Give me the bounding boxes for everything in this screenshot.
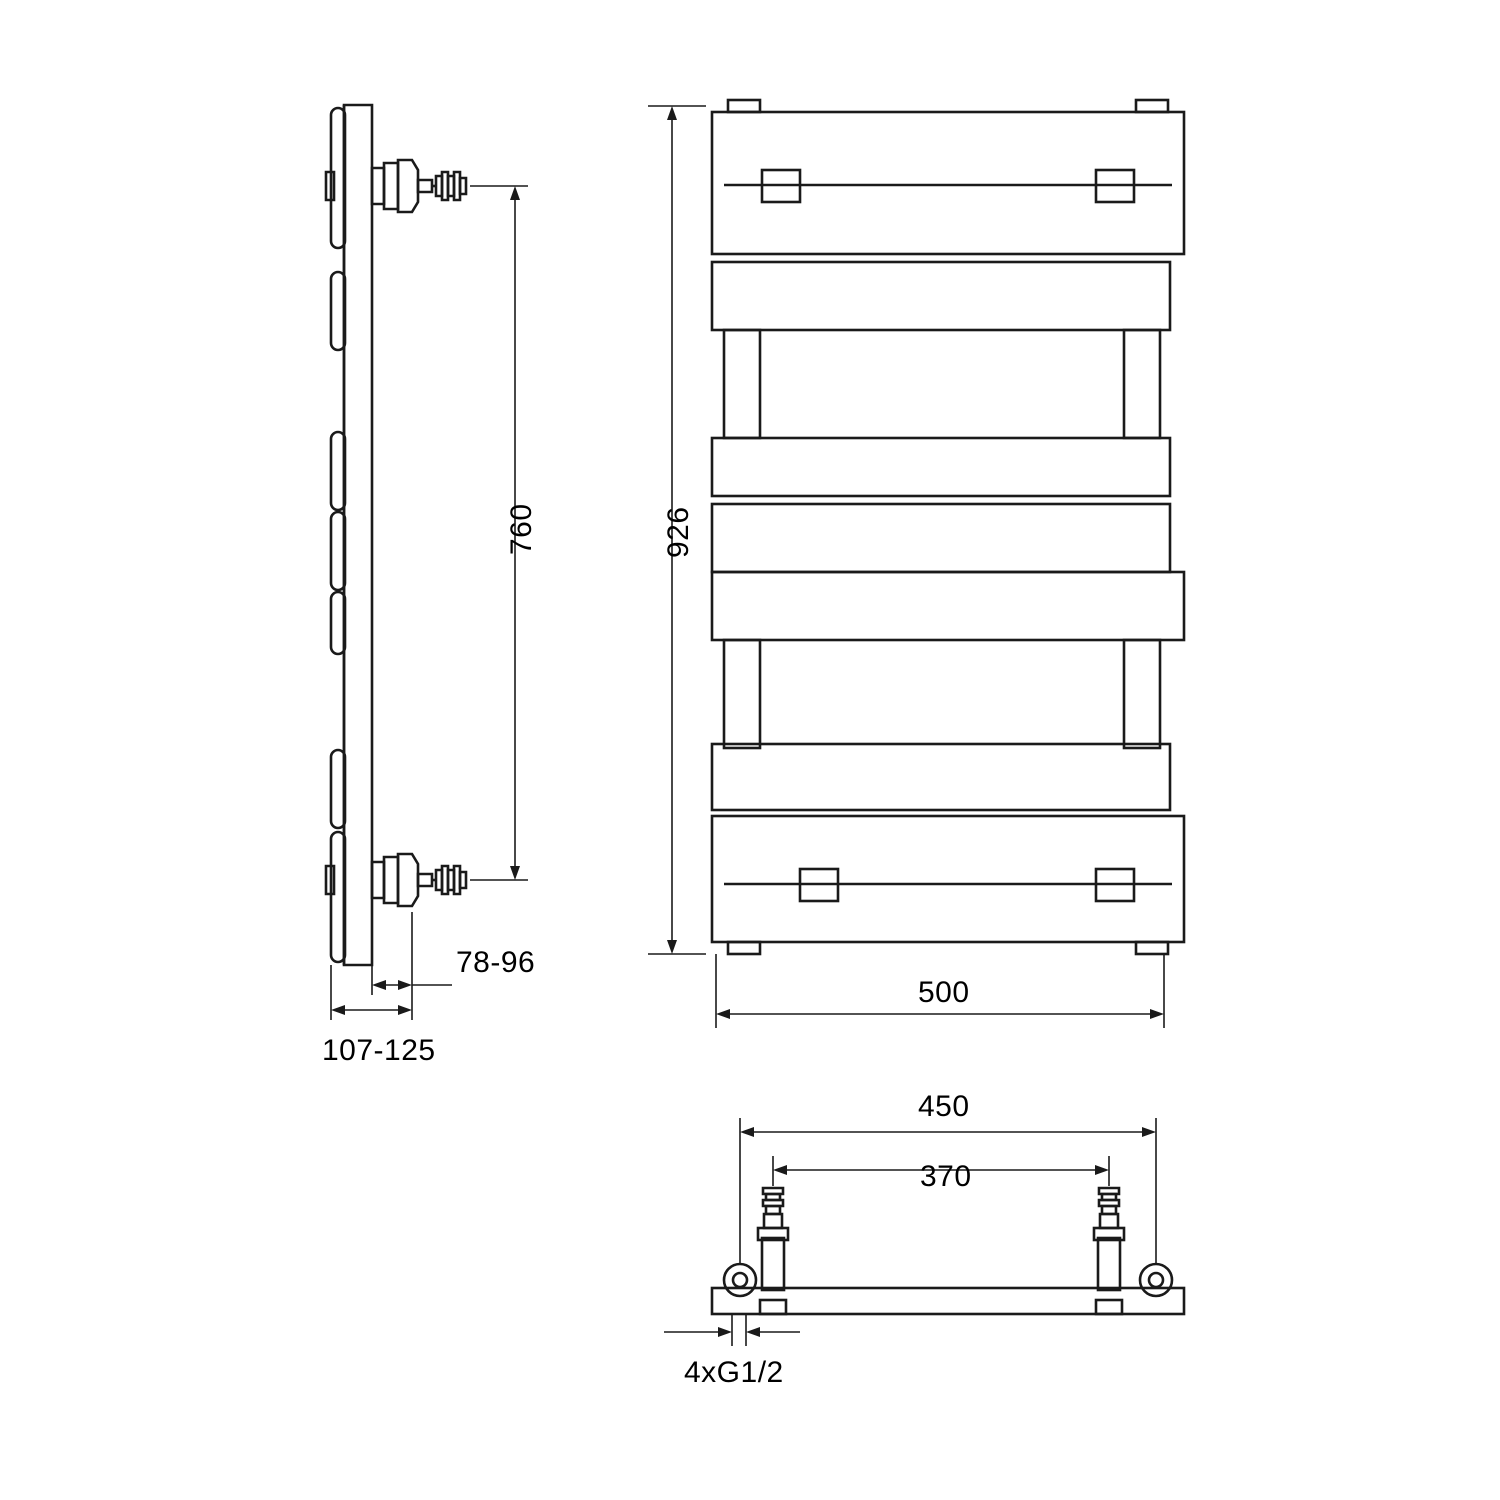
- dimension-label-side-depth-total: 107-125: [322, 1034, 436, 1067]
- dimension-label-side-depth-valve: 78-96: [456, 946, 536, 979]
- dimension-label-side-valve-centres: 760: [505, 503, 538, 555]
- front-elevation-view: [648, 100, 1184, 1028]
- bottom-plan-view: [664, 1118, 1184, 1346]
- dimension-label-front-width: 500: [918, 976, 970, 1009]
- dimension-label-plan-valve-centres: 370: [920, 1160, 972, 1193]
- dimension-label-plan-thread: 4xG1/2: [684, 1356, 784, 1389]
- dimension-label-front-height: 926: [662, 506, 695, 558]
- side-elevation-view: [326, 105, 528, 1020]
- dimension-label-plan-outer-width: 450: [918, 1090, 970, 1123]
